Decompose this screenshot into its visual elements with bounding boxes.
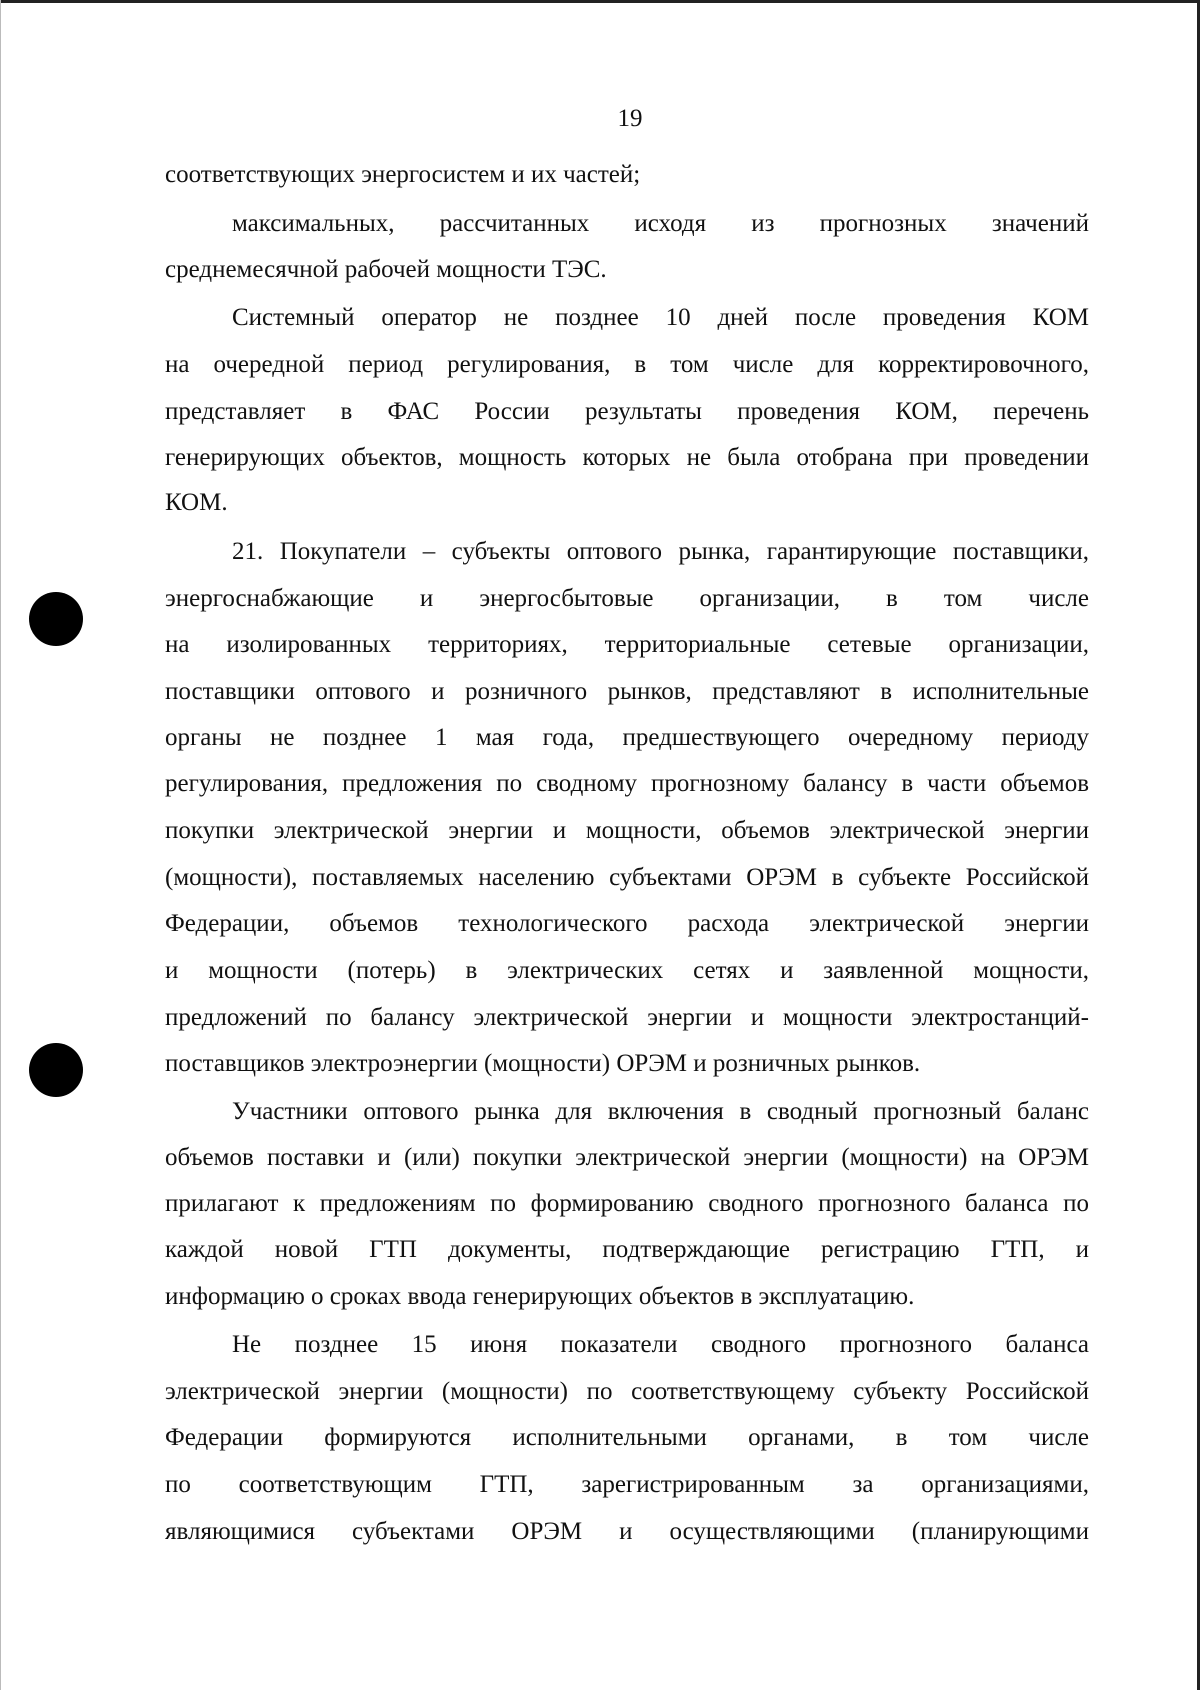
text-line: КОМ.: [165, 489, 228, 516]
text-line: органы не позднее 1 мая года, предшествующего очередному периоду: [165, 724, 1089, 751]
scan-edge-top: [0, 0, 1200, 3]
text-line: объемов поставки и (или) покупки электрической энергии (мощности) на ОРЭМ: [165, 1144, 1089, 1171]
text-line: максимальных, рассчитанных исходя из прогнозных значений: [232, 210, 1089, 237]
text-line: на изолированных территориях, территориальные сетевые организации,: [165, 631, 1089, 658]
text-line: предложений по балансу электрической энергии и мощности электростанций-: [165, 1004, 1089, 1031]
text-line: соответствующих энергосистем и их частей;: [165, 161, 641, 188]
text-line: (мощности), поставляемых населению субъектами ОРЭМ в субъекте Российской: [165, 864, 1089, 891]
text-line: покупки электрической энергии и мощности, объемов электрической энергии: [165, 817, 1089, 844]
text-line: представляет в ФАС России результаты проведения КОМ, перечень: [165, 398, 1089, 425]
text-line: и мощности (потерь) в электрических сетях и заявленной мощности,: [165, 957, 1089, 984]
text-line: являющимися субъектами ОРЭМ и осуществляющими (планирующими: [165, 1518, 1089, 1545]
text-line: Системный оператор не позднее 10 дней после проведения КОМ: [232, 304, 1089, 331]
text-line: поставщиков электроэнергии (мощности) ОРЭМ и розничных рынков.: [165, 1050, 921, 1077]
binder-hole-bottom: [29, 1043, 83, 1097]
page-number: 19: [617, 105, 643, 132]
text-line: 21. Покупатели – субъекты оптового рынка, гарантирующие поставщики,: [232, 538, 1089, 565]
text-line: Федерации, объемов технологического расхода электрической энергии: [165, 910, 1089, 937]
text-line: Участники оптового рынка для включения в сводный прогнозный баланс: [232, 1098, 1089, 1125]
text-line: поставщики оптового и розничного рынков, представляют в исполнительные: [165, 678, 1089, 705]
text-line: генерирующих объектов, мощность которых не была отобрана при проведении: [165, 444, 1089, 471]
text-line: электрической энергии (мощности) по соответствующему субъекту Российской: [165, 1378, 1089, 1405]
text-line: по соответствующим ГТП, зарегистрированным за организациями,: [165, 1471, 1089, 1498]
text-line: среднемесячной рабочей мощности ТЭС.: [165, 256, 607, 283]
binder-hole-top: [29, 592, 83, 646]
text-line: на очередной период регулирования, в том числе для корректировочного,: [165, 351, 1089, 378]
text-line: каждой новой ГТП документы, подтверждающие регистрацию ГТП, и: [165, 1236, 1089, 1263]
text-line: регулирования, предложения по сводному прогнозному балансу в части объемов: [165, 770, 1089, 797]
scan-edge-left: [0, 0, 1, 1690]
text-line: Федерации формируются исполнительными органами, в том числе: [165, 1424, 1089, 1451]
text-line: Не позднее 15 июня показатели сводного прогнозного баланса: [232, 1331, 1089, 1358]
text-line: прилагают к предложениям по формированию сводного прогнозного баланса по: [165, 1190, 1089, 1217]
text-line: информацию о сроках ввода генерирующих объектов в эксплуатацию.: [165, 1283, 915, 1310]
text-line: энергоснабжающие и энергосбытовые организации, в том числе: [165, 585, 1089, 612]
